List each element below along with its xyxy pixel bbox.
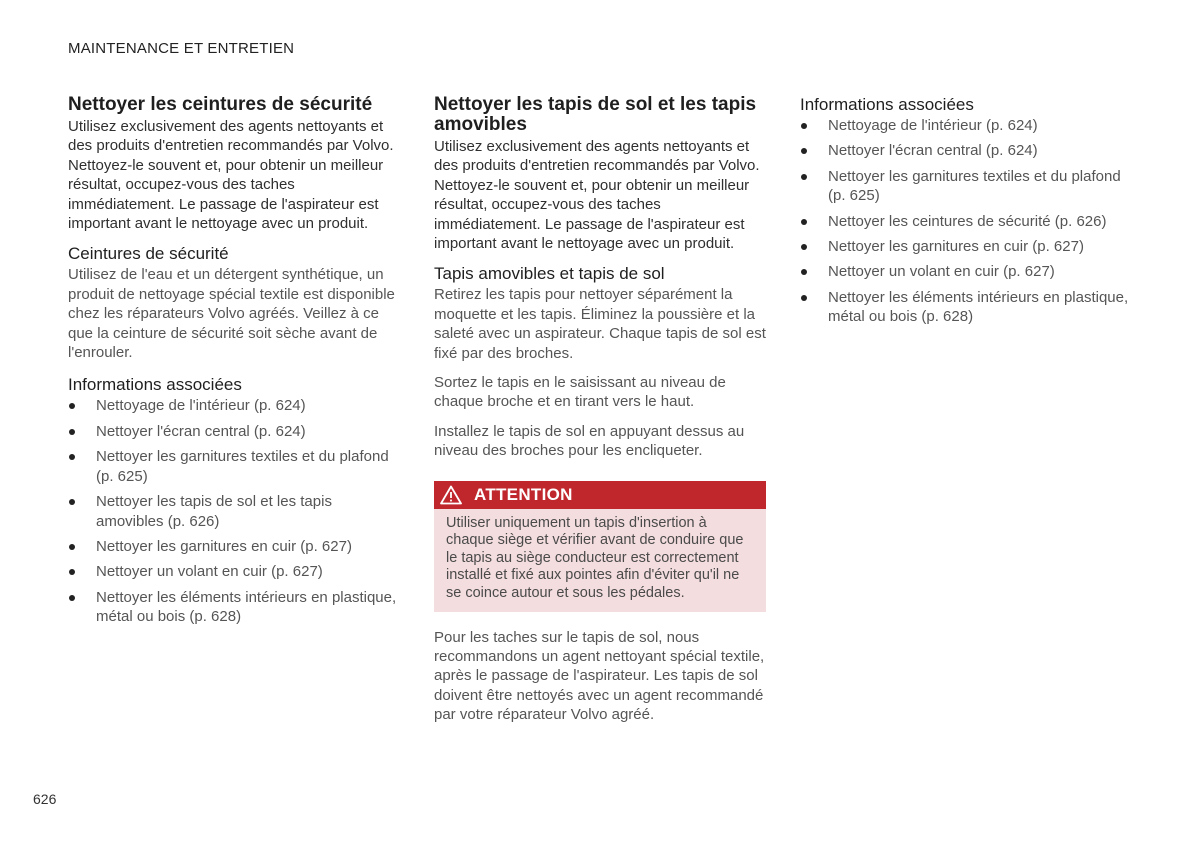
related-link-text[interactable]: Nettoyer les garnitures en cuir (p. 627) bbox=[828, 238, 1084, 256]
related-link[interactable] bbox=[68, 537, 402, 556]
related-links-list bbox=[68, 396, 402, 626]
bullet-icon bbox=[69, 499, 75, 505]
bullet-icon bbox=[801, 123, 807, 129]
related-link[interactable] bbox=[68, 588, 402, 627]
related-link-text[interactable]: Nettoyer les garnitures textiles et du plafond (p. 625) bbox=[96, 448, 389, 485]
bullet-icon bbox=[69, 403, 75, 409]
related-link[interactable] bbox=[800, 237, 1134, 256]
intro-paragraph: Utilisez exclusivement des agents nettoyants et des produits d'entretien recommandés par Volvo. Nettoyez-le souvent et, pour obtenir un meilleur résultat, occupez-vous des taches immédiatement. Le passage de l'aspirateur est important avant le nettoyage avec un produit. bbox=[68, 118, 394, 233]
related-link[interactable] bbox=[68, 396, 402, 415]
warning-triangle-icon bbox=[440, 485, 462, 505]
bullet-icon bbox=[69, 569, 75, 575]
related-link-text[interactable]: Nettoyer les éléments intérieurs en plastique, métal ou bois (p. 628) bbox=[96, 588, 397, 626]
related-link-text[interactable]: Nettoyer les éléments intérieurs en plastique, métal ou bois (p. 628) bbox=[828, 288, 1129, 326]
warning-title: ATTENTION bbox=[474, 484, 573, 504]
bullet-icon bbox=[69, 429, 75, 435]
related-link-text[interactable]: Nettoyer les tapis de sol et les tapis amovibles (p. 626) bbox=[96, 493, 332, 530]
section-title-floor-mats: Nettoyer les tapis de sol et les tapis amovibles bbox=[434, 94, 757, 135]
mats-paragraph-3: Installez le tapis de sol en appuyant dessus au niveau des broches pour les encliqueter. bbox=[434, 422, 745, 460]
related-link-text[interactable]: Nettoyer l'écran central (p. 624) bbox=[828, 142, 1038, 160]
related-link-text[interactable]: Nettoyer l'écran central (p. 624) bbox=[96, 422, 306, 440]
column-related-info bbox=[800, 95, 1134, 333]
bullet-icon bbox=[69, 544, 75, 550]
related-link[interactable] bbox=[800, 167, 1134, 206]
related-info-title: Informations associées bbox=[800, 95, 974, 114]
warning-box bbox=[434, 481, 766, 612]
related-link-text[interactable]: Nettoyer les ceintures de sécurité (p. 626) bbox=[828, 212, 1107, 230]
related-link-text[interactable]: Nettoyage de l'intérieur (p. 624) bbox=[96, 397, 306, 415]
related-link[interactable] bbox=[800, 116, 1134, 135]
bullet-icon bbox=[801, 269, 807, 275]
seatbelt-cleaning-text: Utilisez de l'eau et un détergent synthétique, un produit de nettoyage spécial textile est disponible chez les réparateurs Volvo agréés. Veillez à ce que la ceinture de sécurité soit sèche avant de l'enrouler. bbox=[68, 266, 395, 362]
page-number: 626 bbox=[33, 791, 57, 807]
bullet-icon bbox=[801, 219, 807, 225]
related-link[interactable] bbox=[800, 141, 1134, 160]
column-seatbelts bbox=[68, 95, 402, 633]
subsection-title-seatbelts: Ceintures de sécurité bbox=[68, 244, 229, 264]
intro-paragraph: Utilisez exclusivement des agents nettoyants et des produits d'entretien recommandés par Volvo. Nettoyez-le souvent et, pour obtenir un meilleur résultat, occupez-vous des taches immédiatement. Le passage de l'aspirateur est important avant le nettoyage avec un produit. bbox=[434, 138, 760, 253]
related-info-title: Informations associées bbox=[68, 375, 242, 395]
related-link[interactable] bbox=[68, 492, 402, 531]
mats-paragraph-4: Pour les taches sur le tapis de sol, nous recommandons un agent nettoyant spécial textile, après le passage de l'aspirateur. Les tapis de sol doivent être nettoyés avec un agent recommandé par votre réparateur Volvo agréé. bbox=[434, 628, 765, 724]
related-link-text[interactable]: Nettoyage de l'intérieur (p. 624) bbox=[828, 117, 1038, 134]
subsection-title-floor-mats: Tapis amovibles et tapis de sol bbox=[434, 264, 665, 284]
section-title-seatbelts: Nettoyer les ceintures de sécurité bbox=[68, 94, 373, 115]
bullet-icon bbox=[69, 454, 75, 460]
related-link[interactable] bbox=[68, 562, 402, 581]
bullet-icon bbox=[801, 244, 807, 250]
related-link[interactable] bbox=[68, 447, 402, 486]
warning-text: Utiliser uniquement un tapis d'insertion à chaque siège et vérifier avant de conduire que le tapis au siège conducteur est correctement installé et fixé aux pointes afin d'éviter qu'il ne se coince autour et sous les pédales. bbox=[434, 509, 766, 612]
related-link-text[interactable]: Nettoyer un volant en cuir (p. 627) bbox=[828, 263, 1055, 281]
column-floor-mats bbox=[434, 95, 768, 725]
bullet-icon bbox=[801, 295, 807, 301]
bullet-icon bbox=[801, 148, 807, 154]
mats-paragraph-2: Sortez le tapis en le saisissant au niveau de chaque broche et en tirant vers le haut. bbox=[434, 374, 726, 411]
section-header: MAINTENANCE ET ENTRETIEN bbox=[68, 40, 295, 57]
related-link[interactable] bbox=[800, 288, 1134, 327]
related-link[interactable] bbox=[800, 262, 1134, 281]
related-link[interactable] bbox=[68, 422, 402, 441]
related-link-text[interactable]: Nettoyer les garnitures en cuir (p. 627) bbox=[96, 537, 352, 555]
related-link-text[interactable]: Nettoyer les garnitures textiles et du plafond (p. 625) bbox=[828, 167, 1121, 205]
related-link-text[interactable]: Nettoyer un volant en cuir (p. 627) bbox=[96, 563, 323, 581]
warning-header bbox=[434, 481, 766, 509]
bullet-icon bbox=[69, 595, 75, 601]
related-link[interactable] bbox=[800, 212, 1134, 231]
mats-paragraph-1: Retirez les tapis pour nettoyer séparément la moquette et les tapis. Éliminez la poussière et la saleté avec un aspirateur. Chaque tapis de sol est fixé par des broches. bbox=[434, 286, 766, 362]
bullet-icon bbox=[801, 174, 807, 180]
related-links-list bbox=[800, 116, 1134, 327]
